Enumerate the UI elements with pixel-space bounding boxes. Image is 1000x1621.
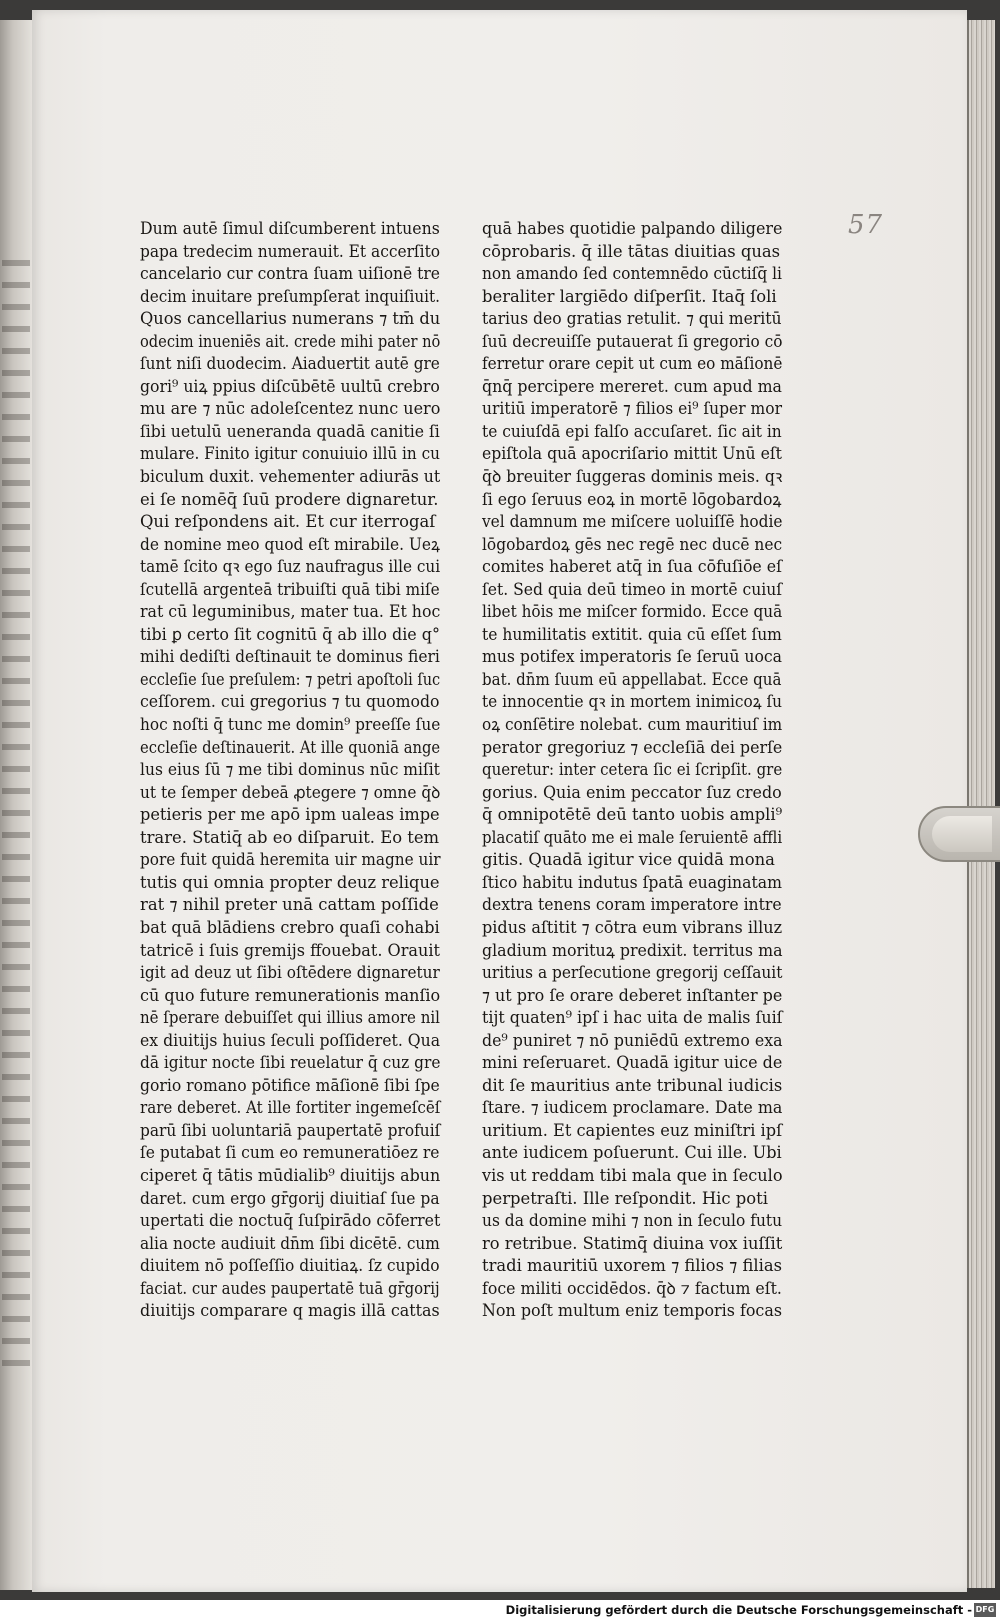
text-line: tarius deo gratias retulit. ⁊ qui meritū — [482, 309, 782, 329]
text-line: tradi mauritiū uxorem ⁊ filios ⁊ filias — [482, 1256, 782, 1276]
text-line: libet hōis me miſcer formido. Ecce quā — [482, 602, 783, 622]
text-line: ſibi uetulū ueneranda quadā canitie ſi — [140, 421, 440, 441]
text-line: q̄ꝺ breuiter ſuggeras dominis meis. qꝛ — [482, 467, 783, 487]
text-line: upertati die noctuq̄ ſuſpirādo cōferret — [140, 1211, 441, 1231]
text-line: te humilitatis extitit. quia cū eſſet ſum — [482, 624, 782, 644]
text-line: tibi ꝑ certo ſit cognitū q̄ ab illo die q° — [140, 624, 440, 644]
text-line: placatiſ quāto me ei male ſeruientē affli — [482, 827, 783, 847]
text-line: q̄nq̄ percipere mereret. cum apud ma — [482, 376, 782, 396]
text-line: cū quo future remunerationis manſio — [140, 985, 441, 1005]
text-line: tutis qui omnia propter deuz relique — [140, 872, 440, 892]
text-column-left — [140, 218, 440, 1323]
text-line: diuitijs comparare q magis illā cattas — [140, 1301, 440, 1321]
facing-page-edge — [0, 20, 33, 1590]
dfg-logo: DFG — [974, 1603, 996, 1617]
text-line: rat cū leguminibus, mater tua. Et hoc — [140, 602, 441, 622]
text-line: ſtare. ⁊ iudicem proclamare. Date ma — [482, 1098, 783, 1118]
text-line: mus potifex imperatoris ſe ſeruū uoca — [482, 647, 783, 667]
text-line: mihi dediſti deſtinauit te dominus fieri — [140, 647, 440, 667]
page-clip-highlight — [932, 816, 992, 852]
text-line: perator gregoriuz ⁊ eccleſiā dei perſe — [482, 737, 783, 757]
text-line: comites haberet atq̄ in ſua cōfuſiōe eſ — [482, 557, 782, 577]
text-line: biculum duxit. vehementer adiurās ut — [140, 467, 441, 487]
text-line: ſet. Sed quia deū timeo in mortē cuiuſ — [482, 579, 783, 599]
page-clip — [918, 806, 1000, 862]
text-line: uritium. Et capientes euz miniſtri ipſ — [482, 1120, 783, 1140]
text-line: ei ſe nomēq̄ ſuū prodere dignaretur. — [140, 489, 439, 509]
text-line: ⁊ ut pro ſe orare deberet inſtanter pe — [482, 985, 783, 1005]
text-line: te innocentie qꝛ in mortem inimicoꝝ ſu — [482, 692, 782, 712]
text-line: ſtico habitu indutus ſpatā euaginatam — [482, 872, 782, 892]
text-line: odecim inueniēs ait. crede mihi pater nō — [140, 331, 441, 351]
text-line: decim inuitare preſumpſerat inquiſiuit. — [140, 286, 440, 306]
text-line: gori⁹ uiꝝ ppius diſcūbētē uultū crebro — [140, 376, 440, 396]
text-line: vel damnum me miſcere uoluiſſē hodie — [482, 512, 783, 532]
text-line: vis ut reddam tibi mala que in ſeculo — [482, 1165, 783, 1185]
text-line: papa tredecim numerauit. Et accerſito — [140, 241, 441, 261]
text-line: epiſtola quā apocriſario mittit Unū eſt — [482, 444, 782, 464]
text-line: igit ad deuz ut ſibi oſtēdere dignaretur — [140, 963, 440, 983]
text-line: q̄ omnipotētē deū tanto uobis ampli⁹ — [482, 805, 783, 825]
text-line: cancelario cur contra ſuam uiſionē tre — [140, 264, 440, 284]
text-line: nē ſperare debuiſſet qui illius amore nil — [140, 1008, 440, 1028]
text-line: rat ⁊ nihil preter unā cattam poſſide — [140, 895, 439, 915]
text-line: perpetraſti. Ille reſpondit. Hic poti — [482, 1188, 768, 1208]
text-line: ut te ſemper debeā ꝓtegere ⁊ omne q̄ꝺ — [140, 782, 441, 802]
text-line: hoc noſti q̄ tunc me domin⁹ preeſſe ſue — [140, 715, 441, 735]
text-line: uritius a perſecutione gregorij ceſſauit — [482, 963, 783, 983]
text-line: ex diuitijs huius ſeculi poſſideret. Qua — [140, 1030, 441, 1050]
text-line: ſunt niſi duodecim. Aiaduertit autē gre — [140, 354, 440, 374]
text-line: beraliter largiēdo diſperſit. Itaq̄ ſoli — [482, 286, 777, 306]
text-line: cōprobaris. q̄ ille tātas diuitias quas — [482, 241, 781, 261]
text-line: ante iudicem poſuerunt. Cui ille. Ubi — [482, 1143, 782, 1163]
text-line: lōgobardoꝝ gēs nec regē nec ducē nec — [482, 534, 783, 554]
facing-page-text-traces — [2, 260, 30, 1380]
text-line: dit ſe mauritius ante tribunal iudicis — [482, 1075, 783, 1095]
text-line: tatricē i ſuis gremijs ffouebat. Orauit — [140, 940, 440, 960]
text-line: bat. dn̄m ſuum eū appellabat. Ecce quā — [482, 669, 782, 689]
text-line: ſuū decreuiſſe putauerat ſi gregorio cō — [482, 331, 783, 351]
text-line: queretur: inter cetera ſic ei ſcripſit. gre — [482, 760, 783, 780]
text-line: daret. cum ergo gr̄gorij diuitiaſ ſue pa — [140, 1188, 440, 1208]
text-column-right — [482, 218, 782, 1323]
page-fore-edge — [967, 20, 995, 1588]
text-line: Quos cancellarius numerans ⁊ tm̄ du — [140, 309, 441, 329]
text-line: mu are ⁊ nūc adoleſcentez nunc uero — [140, 399, 441, 419]
text-line: uritiū imperatorē ⁊ filios ei⁹ ſuper mor — [482, 399, 782, 419]
digitization-credit: Digitalisierung gefördert durch die Deutsche Forschungsgemeinschaft - — [505, 1603, 972, 1617]
text-line: parū ſibi uoluntariā paupertatē profuiſ — [140, 1120, 441, 1140]
folio-number: 57 — [848, 210, 884, 240]
text-line: alia nocte audiuit dn̄m ſibi dicētē. cum — [140, 1233, 440, 1253]
text-line: ferretur orare cepit ut cum eo māſionē — [482, 354, 783, 374]
text-line: pore fuit quidā heremita uir magne uir — [140, 850, 441, 870]
text-line: oꝝ conſētire nolebat. cum mauritiuſ im — [482, 715, 783, 735]
text-line: bat quā blādiens crebro quaſi cohabi — [140, 917, 440, 937]
text-line: te cuiuſdā epi falſo accuſaret. ſic ait in — [482, 421, 782, 441]
text-line: quā habes quotidie palpando diligere — [482, 219, 783, 238]
text-line: us da domine mihi ⁊ non in ſeculo futu — [482, 1211, 783, 1231]
text-line: ſe putabat ſi cum eo remuneratiōez re — [140, 1143, 440, 1163]
text-line: petieris per me apō ipm ualeas impe — [140, 805, 440, 825]
text-line: tamē ſcito qꝛ ego ſuz naufragus ille cui — [140, 557, 441, 577]
text-line: trare. Statiq̄ ab eo diſparuit. Eo tem — [140, 827, 440, 847]
text-line: gitis. Quadā igitur vice quidā mona — [482, 850, 775, 870]
text-line: de⁹ puniret ⁊ nō puniēdū extremo exa — [482, 1030, 783, 1050]
text-line: de nomine meo quod eſt mirabile. Ueꝝ — [140, 534, 440, 554]
text-line: gorio romano pōtifice māſionē ſibi ſpe — [140, 1075, 440, 1095]
text-line: mini reſeruaret. Quadā igitur uice de — [482, 1053, 783, 1073]
text-line: mulare. Finito igitur conuiuio illū in cu — [140, 444, 440, 464]
text-line: faciat. cur audes paupertatē tuā gr̄gorij — [140, 1278, 440, 1298]
text-line: dā igitur nocte ſibi reuelatur q̄ cuz gre — [140, 1053, 441, 1073]
text-line: ro retribue. Statimq̄ diuina vox iuſſit — [482, 1233, 783, 1253]
text-line: Dum autē ſimul diſcumberent intuens — [140, 219, 440, 238]
text-line: pidus aſtitit ⁊ cōtra eum vibrans illuz — [482, 917, 783, 937]
text-line: ciperet q̄ tātis mūdialib⁹ diuitijs abun — [140, 1165, 441, 1185]
text-line: Qui reſpondens ait. Et cur iterrogaſ — [140, 512, 436, 532]
text-line: ſi ego ſeruus eoꝝ in mortē lōgobardoꝝ — [482, 489, 782, 509]
text-line: Non poſt multum eniz temporis focas — [482, 1301, 783, 1321]
text-line: eccleſie deſtinauerit. At ille quoniā ange — [140, 737, 441, 757]
text-line: gorius. Quia enim peccator ſuz credo — [482, 782, 782, 802]
text-line: ſcutellā argenteā tribuiſti quā tibi miſe — [140, 579, 440, 599]
text-line: foce militi occidēdos. q̄ꝺ ⁊ factum eſt. — [482, 1278, 782, 1298]
text-line: tijt quaten⁹ ipſ i hac uita de malis ſuiſ — [482, 1008, 783, 1028]
text-line: lus eius ſū ⁊ me tibi dominus nūc miſit — [140, 760, 440, 780]
text-line: non amando ſed contemnēdo cūctiſq̄ li — [482, 264, 782, 284]
text-line: gladium morituꝝ predixit. territus ma — [482, 940, 783, 960]
text-line: rare deberet. At ille fortiter ingemeſcēſ — [140, 1098, 441, 1118]
text-line: eccleſie ſue preſulem: ⁊ petri apoſtoli ſuc — [140, 669, 441, 689]
text-line: diuitem nō poſſeſſio diuitiaꝝ. ſz cupido — [140, 1256, 440, 1276]
text-line: dextra tenens coram imperatore intre — [482, 895, 782, 915]
text-line: ceſſorem. cui gregorius ⁊ tu quomodo — [140, 692, 440, 712]
